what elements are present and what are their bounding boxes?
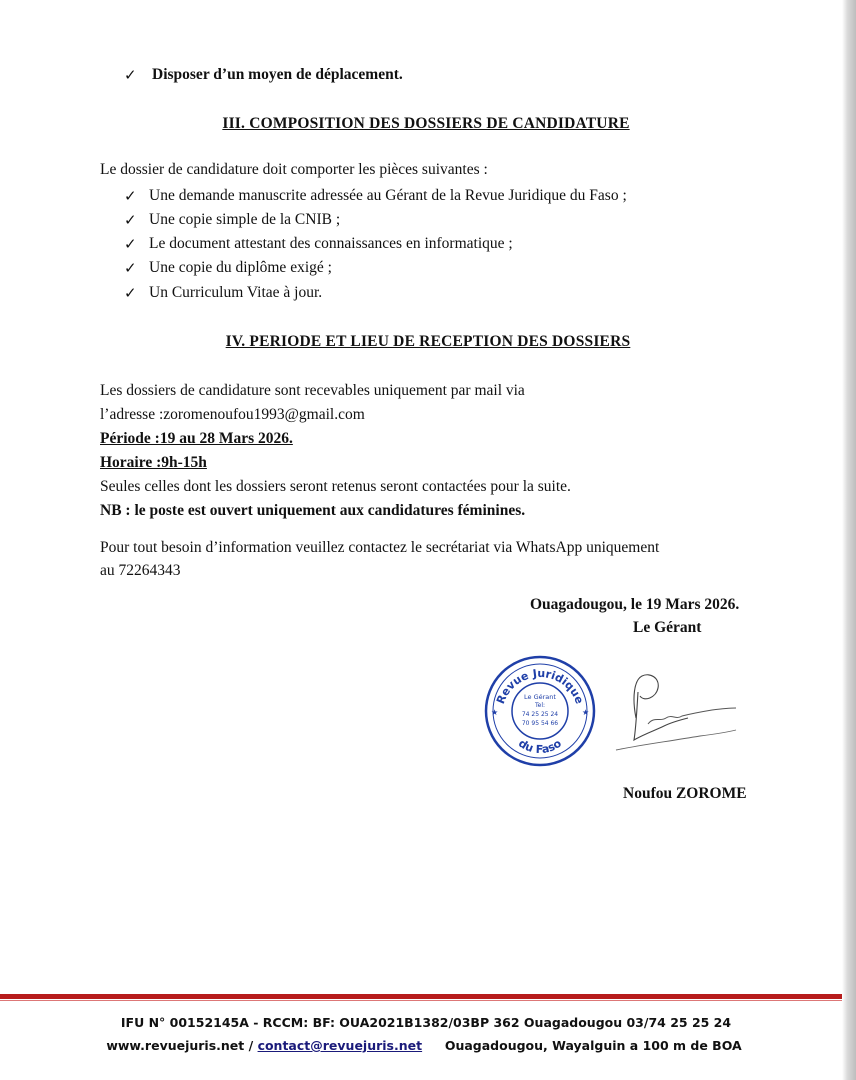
check-icon: ✓ [124, 286, 137, 302]
place-date: Ouagadougou, le 19 Mars 2026. [530, 596, 740, 613]
website-link[interactable]: www.revuejuris.net [106, 1038, 245, 1053]
page-edge-shadow [842, 0, 856, 1080]
info-line1: Pour tout besoin d’information veuillez contactez le secrétariat via WhatsApp uniquement [100, 539, 660, 556]
list-item: Une copie simple de la CNIB ; [149, 211, 341, 228]
section3-intro: Le dossier de candidature doit comporter les pièces suivantes : [100, 161, 488, 178]
nb-text: NB : le poste est ouvert uniquement aux candidatures féminines. [100, 502, 526, 519]
footer-line2 [0, 1038, 852, 1053]
footer-separator: / [248, 1038, 254, 1053]
star-icon: ★ [491, 708, 499, 717]
role-title: Le Gérant [633, 619, 702, 636]
star-icon: ★ [582, 708, 590, 717]
section3-heading: III. COMPOSITION DES DOSSIERS DE CANDIDATURE [222, 115, 630, 132]
check-icon: ✓ [124, 237, 137, 253]
check-icon: ✓ [124, 189, 137, 205]
section4-line2: l’adresse :zoromenoufou1993@gmail.com [100, 406, 365, 423]
info-line2: au 72264343 [100, 562, 181, 579]
official-stamp [484, 655, 596, 767]
top-item: Disposer d’un moyen de déplacement. [152, 66, 403, 83]
stamp-center-line: 70 95 54 66 [521, 720, 559, 727]
footer-address: Ouagadougou, Wayalguin a 100 m de BOA [444, 1038, 742, 1053]
stamp-center-line: Tel: [534, 702, 546, 709]
horaire: Horaire :9h-15h [100, 454, 207, 471]
list-item: Une demande manuscrite adressée au Gérant de la Revue Juridique du Faso ; [149, 187, 627, 204]
email-link[interactable]: contact@revuejuris.net [257, 1038, 423, 1053]
list-item: Un Curriculum Vitae à jour. [149, 284, 323, 301]
stamp-ring-top: Revue Juridique [493, 666, 587, 706]
check-icon: ✓ [124, 68, 137, 84]
suite-text: Seules celles dont les dossiers seront retenus seront contactées pour la suite. [100, 478, 571, 495]
signatory-name: Noufou ZOROME [623, 785, 747, 802]
periode: Période :19 au 28 Mars 2026. [100, 430, 293, 447]
check-icon: ✓ [124, 213, 137, 229]
footer-line1: IFU N° 00152145A - RCCM: BF: OUA2021B1382/03BP 362 Ouagadougou 03/74 25 25 24 [120, 1015, 732, 1030]
check-icon: ✓ [124, 261, 137, 277]
stamp-ring-bottom: du Faso [516, 736, 564, 757]
list-item: Le document attestant des connaissances en informatique ; [149, 235, 513, 252]
section4-line1: Les dossiers de candidature sont recevables uniquement par mail via [100, 382, 525, 399]
handwritten-signature [604, 668, 754, 758]
stamp-center-line: Le Gérant [524, 693, 556, 701]
stamp-center-line: 74 25 25 24 [521, 711, 559, 718]
list-item: Une copie du diplôme exigé ; [149, 259, 332, 276]
footer-rule-thin [0, 1000, 842, 1001]
section4-heading: IV. PERIODE ET LIEU DE RECEPTION DES DOSSIERS [225, 333, 631, 350]
footer-rule [0, 994, 842, 999]
